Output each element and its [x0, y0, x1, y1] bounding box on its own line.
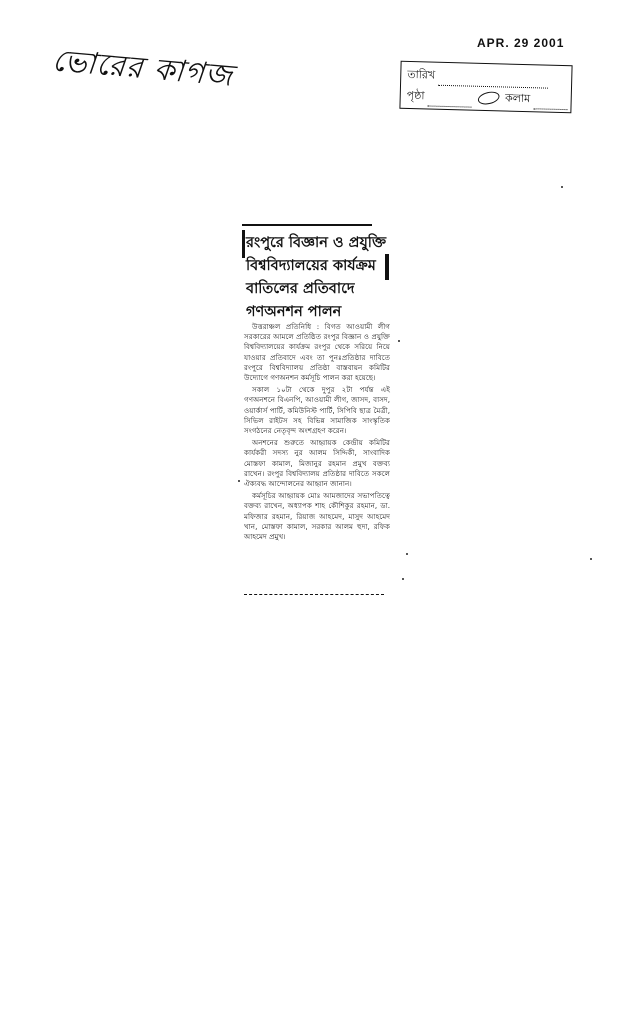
article-paragraph: সকাল ১০টা থেকে দুপুর ২টা পর্যন্ত এই গণঅনশনে বিএনপি, আওয়ামী লীগ, জাসদ, বাসদ, ওয়ার্কার্স পার্টি, কমিউনিস্ট পার্টি, সিপিবি ছাত্র মৈত্রী, সিভিল রাইটস সহ বিভিন্ন সামাজিক সাংস্কৃতিক সংগঠনের নেতৃবৃন্দ অংশগ্রহণ করেন। — [244, 385, 390, 436]
ref-page-label: পৃষ্ঠা — [406, 88, 425, 103]
newspaper-name: ভোরের কাগজ — [50, 43, 235, 94]
ref-date-row — [407, 66, 549, 89]
scan-speck — [402, 578, 404, 580]
scan-speck — [238, 480, 240, 482]
ref-date-blank — [438, 75, 548, 89]
reference-box — [399, 61, 572, 113]
article-body — [244, 322, 390, 544]
article-paragraph: উত্তরাঞ্চল প্রতিনিধি : বিগত আওয়ামী লীগ সরকারের আমলে প্রতিষ্ঠিত রংপুর বিজ্ঞান ও প্রযুক্তি বিশ্ববিদ্যালয়ের কার্যক্রম রংপুর থেকে সরিয়ে নিয়ে যাওয়ার প্রতিবাদে এবং তা পুনঃপ্রতিষ্ঠার দাবিতে রংপুরে বিশ্ববিদ্যালয় প্রতিষ্ঠা বাস্তবায়ন কমিটির উদ্যোগে গণঅনশন কর্মসূচি পালন করা হয়েছে। — [244, 322, 390, 383]
date-stamp: APR. 29 2001 — [477, 36, 565, 50]
scan-speck — [406, 553, 408, 555]
headline-left-bar — [242, 230, 245, 258]
clipping-bottom-rule — [244, 594, 384, 595]
article-paragraph: কর্মসূচির আহ্বায়ক মোঃ আমজাদের সভাপতিত্বে বক্তব্য রাখেন, অধ্যাপক শাহ কৌশিকুর রহমান, ডা. মফিজার রহমান, রিয়াজ আহমেদ, মাসুদ আহমেদ খান, মোস্তফা কামাল, সরকার আলম হুদা, রফিক আহমেদ প্রমুখ। — [244, 491, 390, 542]
scan-speck — [561, 186, 563, 188]
ref-page-blank — [428, 95, 472, 107]
article-headline: রংপুরে বিজ্ঞান ও প্রযুক্তি বিশ্ববিদ্যালয়ের কার্যক্রম বাতিলের প্রতিবাদে গণঅনশন পালন — [246, 235, 387, 320]
handwritten-mark-icon — [476, 90, 500, 107]
ref-page-row — [406, 87, 567, 110]
scan-speck — [590, 558, 592, 560]
clipping-top-rule — [242, 224, 372, 226]
ref-column-blank — [533, 98, 567, 110]
ref-column-label: কলাম — [504, 91, 531, 106]
article-paragraph: অনশনের শুরুতে আহ্বায়ক কেন্দ্রীয় কমিটির কার্যকরী সদস্য নুর আলম সিদ্দিকী, সাংবাদিক মোস্তফা কামাল, মিজানুর রহমান প্রমুখ বক্তব্য রাখেন। রংপুর বিশ্ববিদ্যালয় প্রতিষ্ঠার দাবিতে সকলে ঐক্যবদ্ধ আন্দোলনের আহ্বান জানান। — [244, 438, 390, 489]
news-clipping — [242, 224, 392, 602]
ref-date-label: তারিখ — [407, 67, 436, 82]
scan-speck — [398, 340, 400, 342]
